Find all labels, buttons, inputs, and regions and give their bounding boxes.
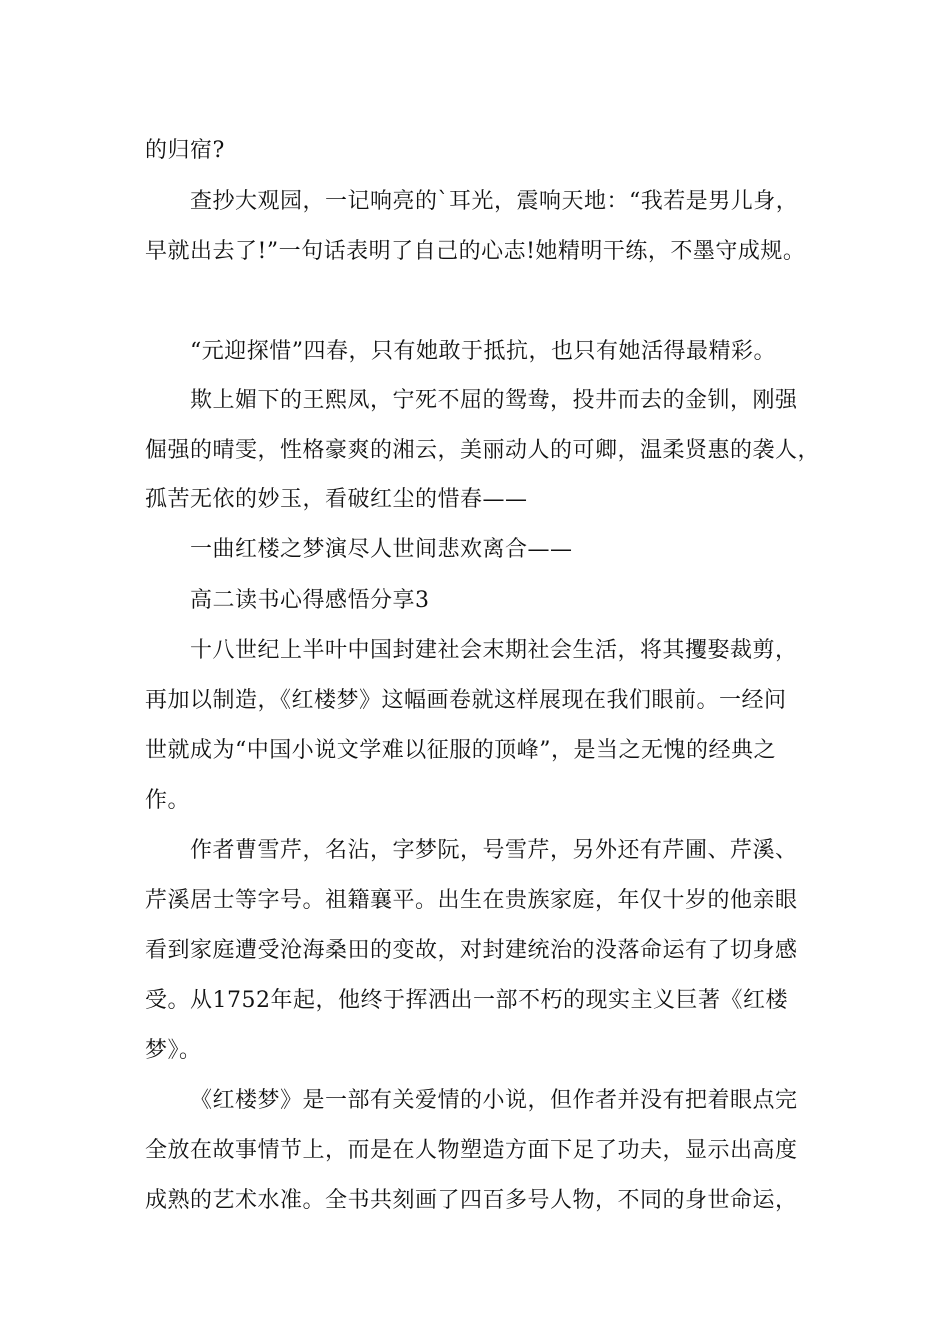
text-line: 查抄大观园，一记响亮的`耳光，震响天地：“我若是男儿身， bbox=[190, 189, 799, 214]
text-line: 作者曹雪芹，名沾，字梦阮，号雪芹，另外还有芹圃、芹溪、 bbox=[190, 838, 798, 863]
text-line: 梦》。 bbox=[145, 1038, 202, 1063]
text-line: 受。从1752年起，他终于挥洒出一部不朽的现实主义巨著《红楼 bbox=[145, 988, 788, 1013]
text-line: 芹溪居士等字号。祖籍襄平。出生在贵族家庭，年仅十岁的他亲眼 bbox=[145, 888, 798, 913]
text-line: 的归宿? bbox=[145, 138, 225, 163]
section-heading: 高二读书心得感悟分享3 bbox=[190, 588, 430, 613]
text-line: 成熟的艺术水准。全书共刻画了四百多号人物，不同的身世命运， bbox=[145, 1188, 798, 1213]
text-line: 作。 bbox=[145, 788, 191, 813]
text-line: 孤苦无依的妙玉，看破红尘的惜春—— bbox=[145, 487, 528, 512]
text-line: 《红楼梦》是一部有关爱情的小说，但作者并没有把着眼点完 bbox=[190, 1088, 798, 1113]
text-line: 早就出去了!”一句话表明了自己的心志!她精明干练，不墨守成规。 bbox=[145, 239, 806, 264]
text-line: 全放在故事情节上，而是在人物塑造方面下足了功夫，显示出高度 bbox=[145, 1138, 798, 1163]
text-line: 再加以制造，《红楼梦》这幅画卷就这样展现在我们眼前。一经问 bbox=[145, 688, 787, 713]
text-line: 一曲红楼之梦演尽人世间悲欢离合—— bbox=[190, 537, 573, 562]
text-line: 看到家庭遭受沧海桑田的变故，对封建统治的没落命运有了切身感 bbox=[145, 938, 798, 963]
text-line: “元迎探惜”四春，只有她敢于抵抗，也只有她活得最精彩。 bbox=[190, 339, 776, 364]
text-line: 十八世纪上半叶中国封建社会末期社会生活，将其攫娶裁剪， bbox=[190, 638, 798, 663]
text-line: 倔强的晴雯，性格豪爽的湘云，美丽动人的可卿，温柔贤惠的袭人， bbox=[145, 438, 821, 463]
text-line: 世就成为“中国小说文学难以征服的顶峰”，是当之无愧的经典之 bbox=[145, 738, 776, 763]
text-line: 欺上媚下的王熙凤，宁死不屈的鸳鸯，投井而去的金钏，刚强 bbox=[190, 388, 798, 413]
